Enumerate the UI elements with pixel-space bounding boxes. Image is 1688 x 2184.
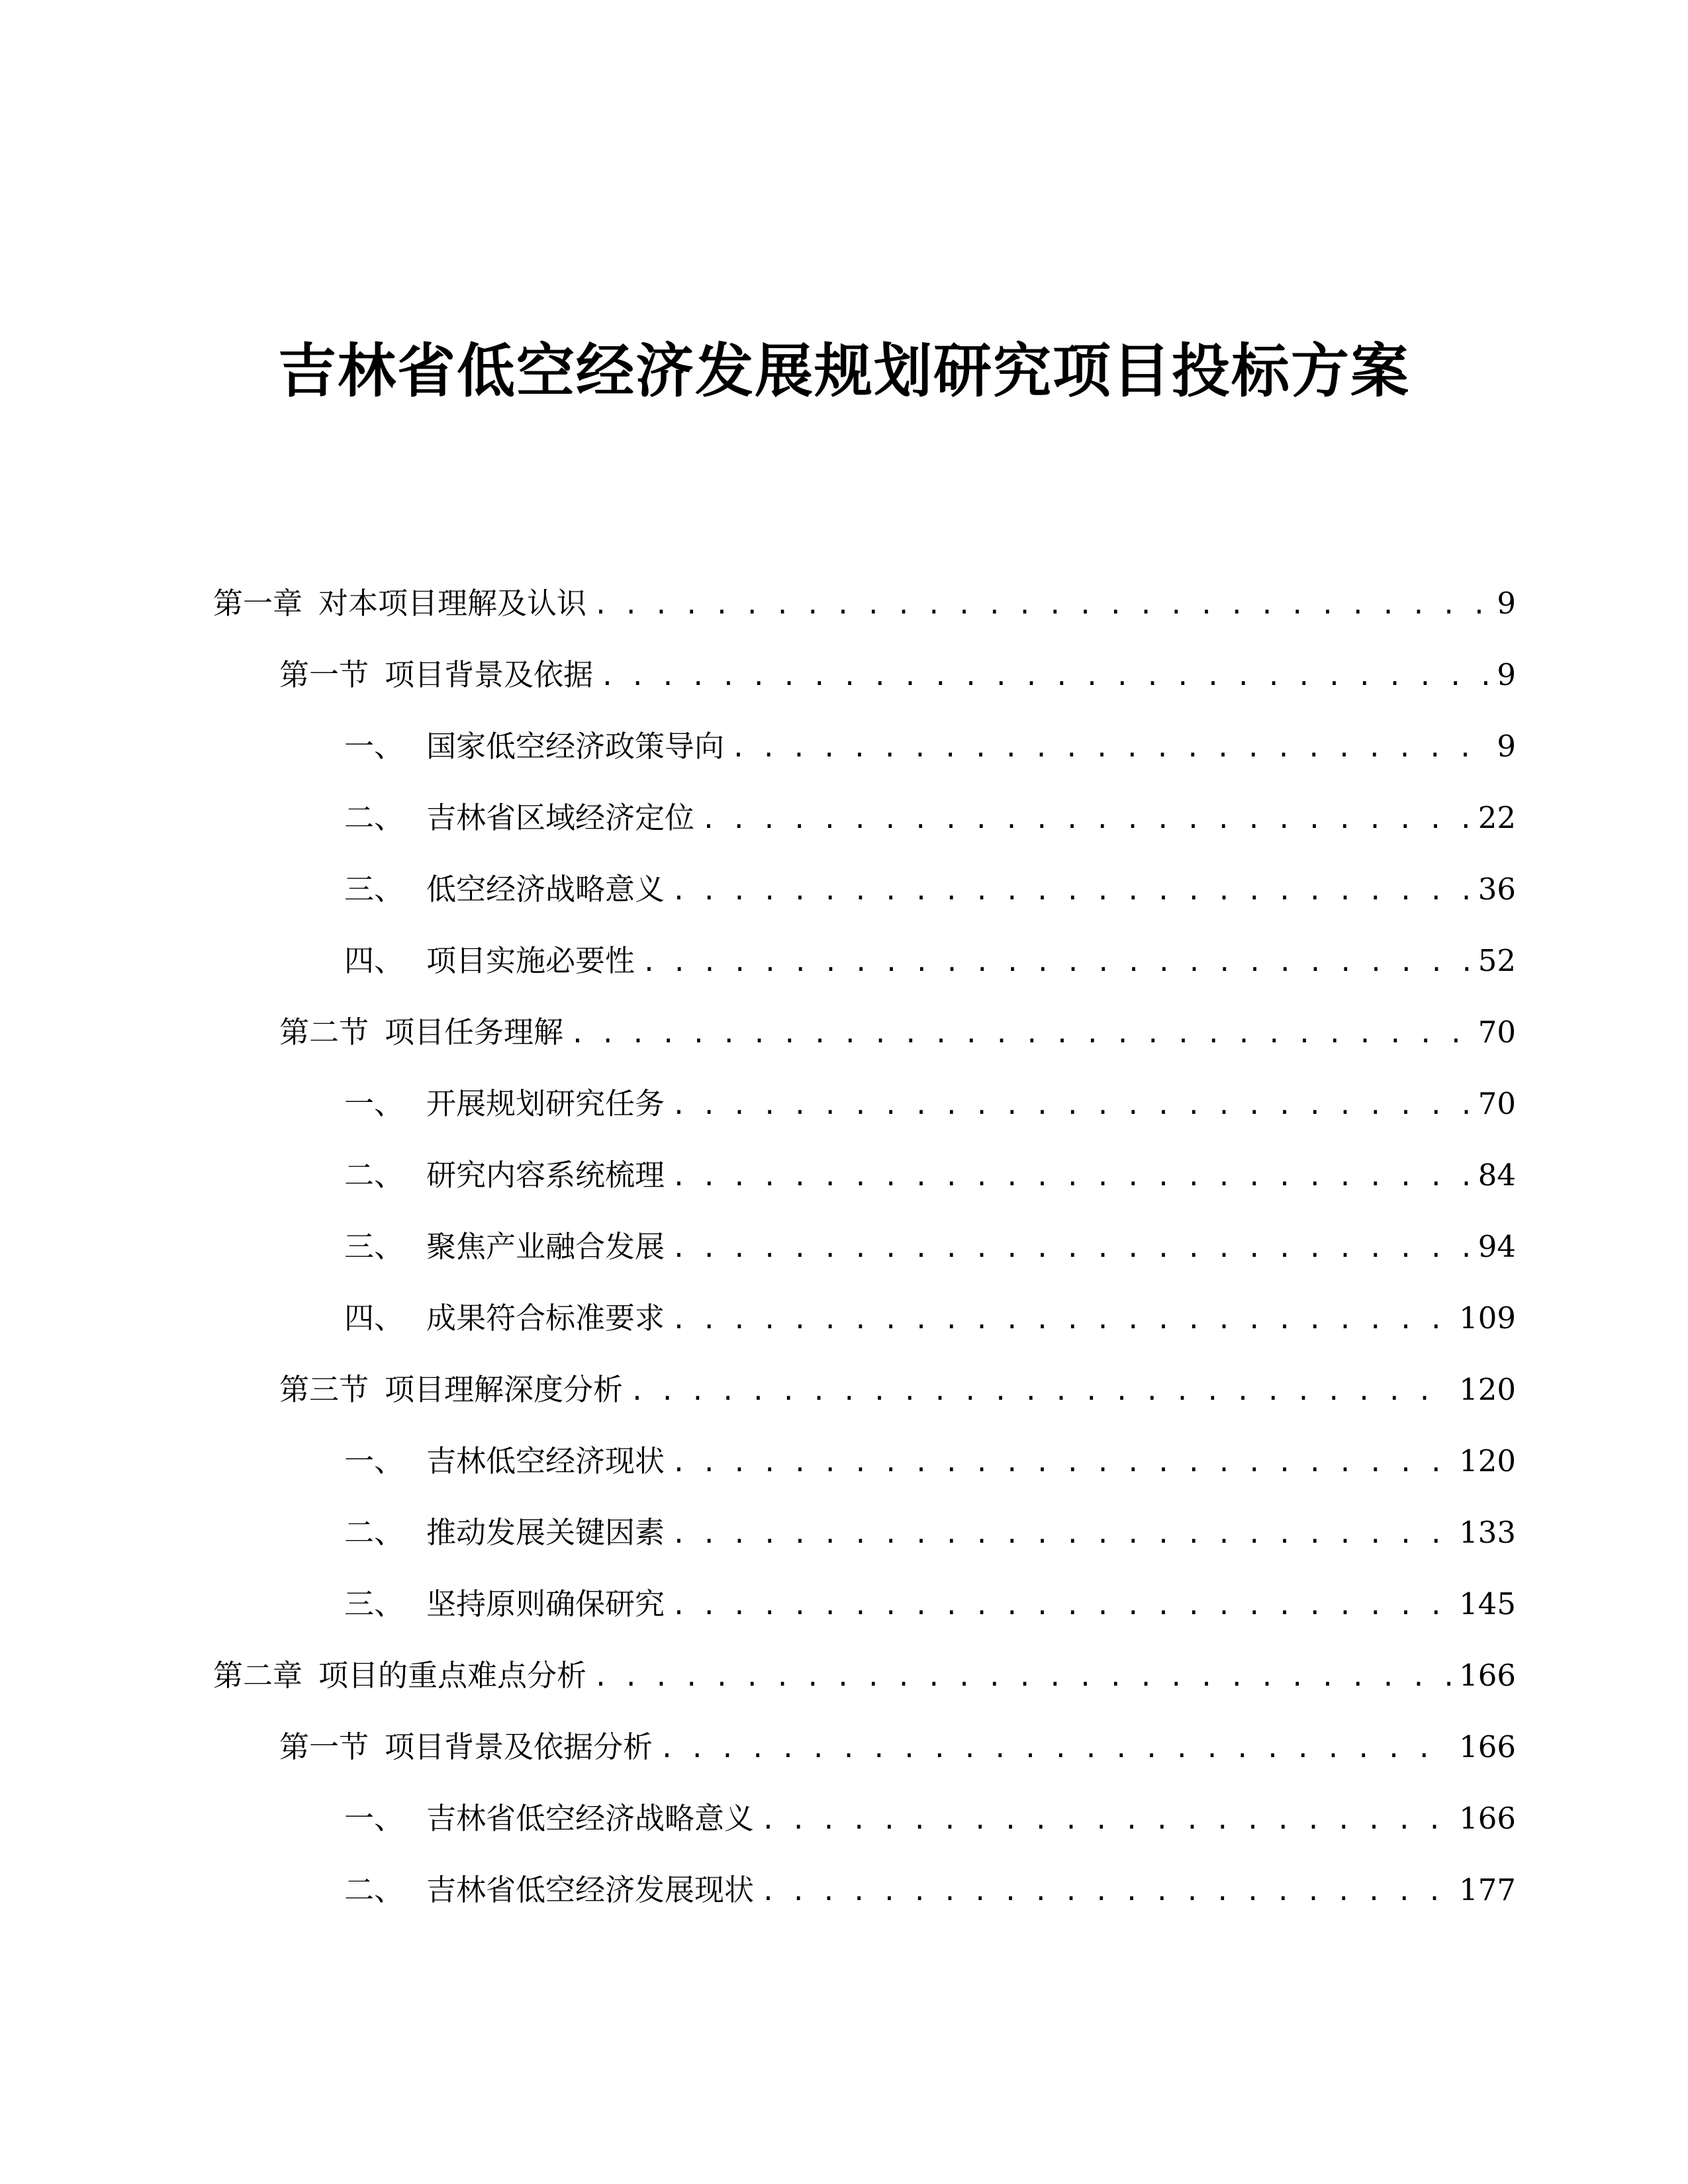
toc-dot-leader bbox=[659, 1722, 1452, 1775]
toc-page-number: 9 bbox=[1497, 729, 1516, 764]
toc-dot-leader bbox=[671, 1150, 1472, 1203]
toc-page-number: 9 bbox=[1497, 657, 1516, 692]
toc-entry-subsection[interactable] bbox=[344, 792, 1516, 844]
document-title: 吉林省低空经济发展规划研究项目投标方案 bbox=[277, 336, 1410, 405]
toc-dot-leader bbox=[701, 793, 1472, 846]
toc-text: 开展规划研究任务 bbox=[426, 1086, 665, 1121]
toc-entry-subsection[interactable] bbox=[344, 1578, 1516, 1631]
toc-text: 项目理解深度分析 bbox=[385, 1372, 624, 1407]
toc-entry-subsection[interactable] bbox=[344, 1792, 1516, 1845]
toc-number: 三、 bbox=[344, 1586, 404, 1621]
toc-number: 四、 bbox=[344, 1300, 404, 1336]
toc-page-number: 9 bbox=[1497, 586, 1516, 621]
toc-text: 国家低空经济政策导向 bbox=[426, 729, 725, 764]
toc-text: 项目实施必要性 bbox=[426, 943, 635, 978]
toc-number: 第三节 bbox=[279, 1372, 369, 1407]
toc-text: 低空经济战略意义 bbox=[426, 872, 665, 907]
toc-number: 三、 bbox=[344, 1229, 404, 1264]
toc-entry-subsection[interactable] bbox=[344, 720, 1516, 773]
toc-number: 第一节 bbox=[279, 1729, 369, 1764]
toc-text: 项目背景及依据 bbox=[385, 657, 594, 692]
toc-entry-subsection[interactable] bbox=[344, 1220, 1516, 1273]
toc-text: 聚焦产业融合发展 bbox=[426, 1229, 665, 1264]
toc-page-number: 166 bbox=[1459, 1729, 1516, 1764]
toc-page-number: 94 bbox=[1477, 1229, 1516, 1264]
toc-text: 成果符合标准要求 bbox=[426, 1300, 665, 1336]
toc-page-number: 70 bbox=[1477, 1086, 1516, 1121]
toc-text: 吉林省低空经济战略意义 bbox=[426, 1801, 755, 1836]
toc-entry-chapter[interactable] bbox=[213, 577, 1516, 630]
toc-number: 三、 bbox=[344, 872, 404, 907]
toc-number: 二、 bbox=[344, 1515, 404, 1550]
toc-entry-subsection[interactable] bbox=[344, 1292, 1516, 1345]
toc-page-number: 120 bbox=[1459, 1443, 1516, 1479]
toc-text: 对本项目理解及认识 bbox=[318, 586, 587, 621]
toc-number: 第二节 bbox=[279, 1015, 369, 1050]
toc-number: 一、 bbox=[344, 1086, 404, 1121]
toc-page-number: 166 bbox=[1459, 1801, 1516, 1836]
toc-text: 推动发展关键因素 bbox=[426, 1515, 665, 1550]
toc-page-number: 145 bbox=[1459, 1586, 1516, 1621]
toc-entry-subsection[interactable] bbox=[344, 1077, 1516, 1130]
toc-page-number: 36 bbox=[1477, 872, 1516, 907]
toc-number: 一、 bbox=[344, 1801, 404, 1836]
toc-entry-section[interactable] bbox=[279, 649, 1516, 702]
toc-entry-section[interactable] bbox=[279, 1721, 1516, 1774]
toc-number: 第二章 bbox=[213, 1658, 303, 1693]
toc-page-number: 84 bbox=[1477, 1158, 1516, 1193]
toc-page-number: 52 bbox=[1477, 943, 1516, 978]
toc-text: 坚持原则确保研究 bbox=[426, 1586, 665, 1621]
toc-dot-leader bbox=[671, 1079, 1472, 1132]
toc-entry-subsection[interactable] bbox=[344, 863, 1516, 916]
toc-dot-leader bbox=[570, 1007, 1472, 1060]
toc-number: 一、 bbox=[344, 1443, 404, 1479]
toc-page-number: 109 bbox=[1459, 1300, 1516, 1336]
toc-page-number: 133 bbox=[1459, 1515, 1516, 1550]
toc-page-number: 70 bbox=[1477, 1015, 1516, 1050]
toc-text: 项目的重点难点分析 bbox=[318, 1658, 587, 1693]
toc-number: 一、 bbox=[344, 729, 404, 764]
toc-number: 第一节 bbox=[279, 657, 369, 692]
toc-entry-subsection[interactable] bbox=[344, 1864, 1516, 1917]
toc-dot-leader bbox=[600, 650, 1490, 703]
toc-number: 四、 bbox=[344, 943, 404, 978]
toc-number: 二、 bbox=[344, 800, 404, 835]
toc-dot-leader bbox=[731, 721, 1490, 774]
toc-text: 吉林省区域经济定位 bbox=[426, 800, 695, 835]
toc-entry-subsection[interactable] bbox=[344, 1435, 1516, 1488]
toc-dot-leader bbox=[761, 1794, 1452, 1846]
toc-entry-chapter[interactable] bbox=[213, 1649, 1516, 1702]
toc-page-number: 166 bbox=[1459, 1658, 1516, 1693]
toc-number: 二、 bbox=[344, 1872, 404, 1907]
toc-dot-leader bbox=[593, 1651, 1452, 1704]
toc-entry-subsection[interactable] bbox=[344, 1149, 1516, 1202]
toc-entry-section[interactable] bbox=[279, 1363, 1516, 1416]
toc-dot-leader bbox=[671, 1508, 1452, 1561]
toc-text: 吉林省低空经济发展现状 bbox=[426, 1872, 755, 1907]
toc-dot-leader bbox=[761, 1865, 1452, 1918]
toc-page-number: 120 bbox=[1459, 1372, 1516, 1407]
toc-dot-leader bbox=[630, 1365, 1452, 1418]
toc-dot-leader bbox=[641, 936, 1472, 989]
toc-page-number: 22 bbox=[1477, 800, 1516, 835]
toc-dot-leader bbox=[671, 1436, 1452, 1489]
toc-number: 第一章 bbox=[213, 586, 303, 621]
toc-entry-subsection[interactable] bbox=[344, 934, 1516, 987]
toc-dot-leader bbox=[593, 578, 1490, 631]
toc-text: 项目背景及依据分析 bbox=[385, 1729, 653, 1764]
toc-entry-subsection[interactable] bbox=[344, 1506, 1516, 1559]
toc-number: 二、 bbox=[344, 1158, 404, 1193]
toc-text: 项目任务理解 bbox=[385, 1015, 564, 1050]
toc-page-number: 177 bbox=[1459, 1872, 1516, 1907]
toc-text: 吉林低空经济现状 bbox=[426, 1443, 665, 1479]
toc-text: 研究内容系统梳理 bbox=[426, 1158, 665, 1193]
toc-dot-leader bbox=[671, 1222, 1472, 1275]
toc-dot-leader bbox=[671, 864, 1472, 917]
toc-entry-section[interactable] bbox=[279, 1006, 1516, 1059]
toc-dot-leader bbox=[671, 1293, 1452, 1346]
toc-dot-leader bbox=[671, 1579, 1452, 1632]
